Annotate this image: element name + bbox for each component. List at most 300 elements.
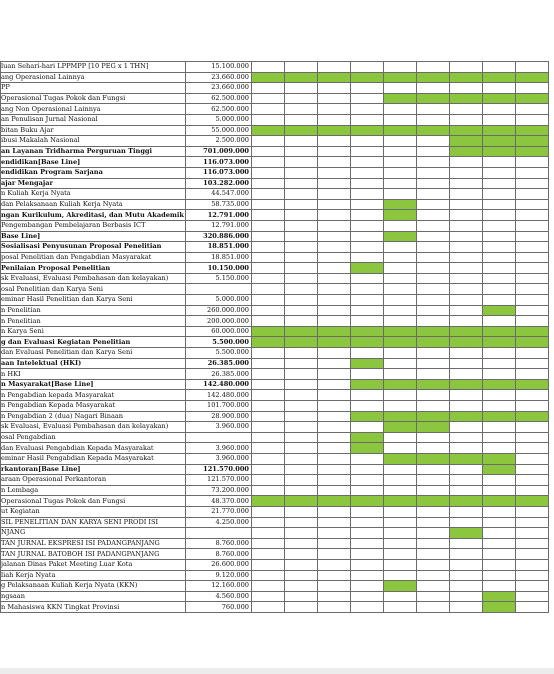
amount-cell: 48.370.000: [186, 496, 252, 507]
schedule-cell-empty: [285, 136, 318, 147]
schedule-cell-empty: [318, 485, 351, 496]
schedule-cell-empty: [450, 316, 483, 327]
activity-label-cell: n Masyarakat[Base Line]: [1, 379, 186, 390]
schedule-cell-empty: [417, 104, 450, 115]
schedule-cell-marked: [450, 72, 483, 83]
schedule-cell-empty: [417, 485, 450, 496]
schedule-cell-marked: [351, 432, 384, 443]
schedule-cell-empty: [285, 411, 318, 422]
schedule-cell-empty: [417, 506, 450, 517]
schedule-cell-empty: [252, 284, 285, 295]
schedule-cell-marked: [483, 411, 516, 422]
schedule-cell-empty: [516, 199, 549, 210]
schedule-cell-empty: [252, 591, 285, 602]
schedule-cell-empty: [483, 295, 516, 306]
schedule-cell-marked: [351, 358, 384, 369]
schedule-cell-empty: [417, 231, 450, 242]
schedule-cell-marked: [483, 326, 516, 337]
schedule-cell-empty: [450, 273, 483, 284]
schedule-cell-empty: [417, 390, 450, 401]
schedule-cell-empty: [384, 464, 417, 475]
schedule-cell-marked: [450, 136, 483, 147]
schedule-cell-empty: [450, 62, 483, 73]
activity-label-cell: Operasional Tugas Pokok dan Fungsi: [1, 496, 186, 507]
schedule-cell-empty: [483, 242, 516, 253]
schedule-cell-empty: [252, 295, 285, 306]
schedule-cell-empty: [483, 210, 516, 221]
schedule-cell-empty: [384, 506, 417, 517]
table-row: [1, 559, 549, 570]
schedule-cell-empty: [285, 210, 318, 221]
schedule-cell-empty: [285, 390, 318, 401]
schedule-cell-marked: [351, 443, 384, 454]
schedule-cell-marked: [417, 125, 450, 136]
schedule-cell-empty: [351, 538, 384, 549]
schedule-cell-empty: [351, 104, 384, 115]
activity-label-cell: ngan Kurikulum, Akreditasi, dan Mutu Akademik: [1, 210, 184, 219]
schedule-cell-empty: [450, 559, 483, 570]
activity-label-cell: Pengembangan Pembelajaran Berbasis ICT: [1, 220, 186, 231]
schedule-cell-marked: [351, 326, 384, 337]
schedule-cell-marked: [450, 326, 483, 337]
amount-cell: 116.073.000: [186, 167, 252, 178]
schedule-cell-empty: [450, 602, 483, 613]
amount-cell: [186, 528, 252, 539]
table-row: [1, 358, 549, 369]
activity-label-cell: n Penelitian: [1, 316, 186, 327]
schedule-cell-empty: [252, 316, 285, 327]
schedule-cell-empty: [450, 295, 483, 306]
schedule-cell-empty: [384, 369, 417, 380]
schedule-cell-empty: [516, 83, 549, 94]
schedule-cell-empty: [483, 167, 516, 178]
schedule-cell-marked: [516, 146, 549, 157]
schedule-cell-empty: [351, 528, 384, 539]
schedule-cell-empty: [483, 401, 516, 412]
table-row: [1, 146, 549, 157]
schedule-cell-empty: [318, 443, 351, 454]
schedule-cell-empty: [318, 559, 351, 570]
schedule-cell-empty: [516, 432, 549, 443]
schedule-cell-marked: [450, 337, 483, 348]
schedule-cell-empty: [516, 517, 549, 528]
schedule-cell-empty: [285, 305, 318, 316]
schedule-cell-empty: [285, 559, 318, 570]
schedule-cell-empty: [351, 295, 384, 306]
schedule-cell-empty: [417, 464, 450, 475]
amount-cell: 60.000.000: [186, 326, 252, 337]
schedule-cell-marked: [516, 93, 549, 104]
activity-label-cell: an Layanan Tridharma Perguruan Tinggi: [1, 146, 186, 157]
activity-label-cell: ut Kegiatan: [1, 506, 186, 517]
table-row: [1, 475, 549, 486]
schedule-cell-empty: [318, 104, 351, 115]
schedule-cell-empty: [285, 538, 318, 549]
schedule-cell-empty: [450, 167, 483, 178]
schedule-cell-marked: [351, 411, 384, 422]
schedule-cell-empty: [252, 178, 285, 189]
schedule-cell-empty: [318, 358, 351, 369]
schedule-cell-empty: [516, 284, 549, 295]
schedule-cell-marked: [483, 146, 516, 157]
table-row: [1, 104, 549, 115]
schedule-cell-empty: [483, 348, 516, 359]
schedule-cell-empty: [417, 273, 450, 284]
schedule-cell-empty: [252, 464, 285, 475]
schedule-cell-marked: [351, 496, 384, 507]
schedule-cell-empty: [351, 157, 384, 168]
schedule-cell-marked: [384, 231, 417, 242]
schedule-cell-empty: [252, 549, 285, 560]
table-row: [1, 581, 549, 592]
activity-label-cell: rkantoran[Base Line]: [1, 464, 186, 475]
schedule-cell-marked: [483, 305, 516, 316]
schedule-cell-empty: [483, 189, 516, 200]
schedule-cell-empty: [351, 401, 384, 412]
schedule-cell-empty: [516, 189, 549, 200]
schedule-cell-marked: [450, 379, 483, 390]
schedule-cell-empty: [384, 284, 417, 295]
amount-cell: 55.000.000: [186, 125, 252, 136]
table-row: [1, 316, 549, 327]
schedule-cell-empty: [351, 464, 384, 475]
schedule-cell-empty: [384, 220, 417, 231]
schedule-cell-empty: [516, 263, 549, 274]
schedule-cell-empty: [483, 83, 516, 94]
amount-cell: 62.500.000: [186, 104, 252, 115]
table-row: [1, 157, 549, 168]
schedule-cell-empty: [483, 570, 516, 581]
schedule-cell-empty: [252, 220, 285, 231]
amount-cell: 760.000: [186, 602, 252, 613]
schedule-cell-empty: [417, 284, 450, 295]
schedule-cell-empty: [285, 453, 318, 464]
amount-cell: 26.385.000: [186, 358, 252, 369]
table-row: [1, 83, 549, 94]
schedule-cell-empty: [384, 602, 417, 613]
schedule-cell-empty: [384, 316, 417, 327]
schedule-cell-empty: [417, 242, 450, 253]
schedule-cell-empty: [384, 104, 417, 115]
schedule-cell-marked: [483, 337, 516, 348]
schedule-cell-marked: [285, 496, 318, 507]
amount-cell: 18.851.000: [186, 252, 252, 263]
schedule-cell-empty: [483, 62, 516, 73]
schedule-cell-empty: [351, 517, 384, 528]
schedule-cell-empty: [516, 422, 549, 433]
schedule-cell-empty: [318, 305, 351, 316]
activity-label-cell: osal Penelitian dan Karya Seni: [1, 284, 186, 295]
schedule-cell-empty: [252, 62, 285, 73]
schedule-cell-empty: [483, 178, 516, 189]
schedule-cell-empty: [351, 114, 384, 125]
amount-cell: 200.000.000: [186, 316, 252, 327]
schedule-cell-empty: [417, 252, 450, 263]
schedule-cell-empty: [483, 252, 516, 263]
schedule-cell-empty: [417, 146, 450, 157]
amount-cell: [186, 432, 252, 443]
schedule-cell-marked: [252, 72, 285, 83]
schedule-cell-marked: [252, 496, 285, 507]
table-row: [1, 72, 549, 83]
table-row: [1, 220, 549, 231]
schedule-cell-marked: [417, 496, 450, 507]
schedule-cell-empty: [450, 475, 483, 486]
schedule-cell-empty: [450, 517, 483, 528]
schedule-cell-empty: [450, 210, 483, 221]
amount-cell: 5.500.000: [186, 337, 252, 348]
schedule-cell-empty: [450, 83, 483, 94]
schedule-cell-empty: [285, 591, 318, 602]
schedule-cell-empty: [318, 295, 351, 306]
schedule-cell-empty: [285, 146, 318, 157]
budget-schedule-body: [1, 62, 549, 613]
schedule-cell-empty: [318, 538, 351, 549]
schedule-cell-empty: [252, 485, 285, 496]
schedule-cell-empty: [285, 506, 318, 517]
schedule-cell-empty: [450, 581, 483, 592]
schedule-cell-empty: [483, 517, 516, 528]
schedule-cell-marked: [384, 210, 417, 221]
schedule-cell-empty: [417, 114, 450, 125]
schedule-cell-empty: [318, 157, 351, 168]
schedule-cell-empty: [351, 316, 384, 327]
schedule-cell-empty: [417, 581, 450, 592]
schedule-cell-empty: [516, 231, 549, 242]
amount-cell: 101.700.000: [186, 401, 252, 412]
activity-label-cell: araan Operasional Perkantoran: [1, 475, 186, 486]
table-row: [1, 273, 549, 284]
activity-label-cell: liah Kerja Nyata: [1, 570, 186, 581]
schedule-cell-empty: [384, 348, 417, 359]
activity-label-cell: n Mahasiswa KKN Tingkat Provinsi: [1, 602, 186, 613]
schedule-cell-empty: [384, 401, 417, 412]
schedule-cell-empty: [516, 538, 549, 549]
activity-label-cell: n Pengabdian Kepada Masyarakat: [1, 401, 186, 412]
schedule-cell-empty: [516, 305, 549, 316]
schedule-cell-empty: [483, 485, 516, 496]
table-row: [1, 422, 549, 433]
schedule-cell-empty: [285, 220, 318, 231]
schedule-cell-marked: [252, 125, 285, 136]
schedule-cell-empty: [252, 210, 285, 221]
amount-cell: 142.480.000: [186, 379, 252, 390]
schedule-cell-empty: [483, 284, 516, 295]
schedule-cell-empty: [450, 506, 483, 517]
schedule-cell-empty: [285, 379, 318, 390]
activity-label-cell: n Karya Seni: [1, 326, 186, 337]
schedule-cell-empty: [252, 273, 285, 284]
schedule-cell-empty: [351, 390, 384, 401]
schedule-cell-empty: [417, 559, 450, 570]
schedule-cell-marked: [384, 199, 417, 210]
schedule-cell-empty: [483, 369, 516, 380]
schedule-cell-empty: [318, 506, 351, 517]
activity-label-cell: ajar Mengajar: [1, 178, 186, 189]
schedule-cell-empty: [384, 136, 417, 147]
activity-label-cell: n Lembaga: [1, 485, 186, 496]
schedule-cell-empty: [417, 475, 450, 486]
schedule-cell-empty: [318, 369, 351, 380]
schedule-cell-marked: [417, 72, 450, 83]
schedule-cell-empty: [450, 199, 483, 210]
schedule-cell-empty: [318, 453, 351, 464]
schedule-cell-marked: [450, 411, 483, 422]
schedule-cell-empty: [318, 83, 351, 94]
amount-cell: 10.150.000: [186, 263, 252, 274]
schedule-cell-empty: [351, 220, 384, 231]
schedule-cell-empty: [450, 390, 483, 401]
schedule-cell-empty: [285, 517, 318, 528]
schedule-cell-empty: [516, 464, 549, 475]
schedule-cell-empty: [417, 167, 450, 178]
table-row: [1, 379, 549, 390]
schedule-cell-marked: [351, 379, 384, 390]
amount-cell: 58.735.000: [186, 199, 252, 210]
schedule-cell-empty: [450, 591, 483, 602]
schedule-cell-empty: [285, 401, 318, 412]
table-row: [1, 453, 549, 464]
amount-cell: 121.570.000: [186, 464, 252, 475]
schedule-cell-empty: [351, 252, 384, 263]
footer-strip: [0, 668, 554, 674]
schedule-cell-marked: [384, 72, 417, 83]
schedule-cell-empty: [483, 199, 516, 210]
schedule-cell-empty: [384, 517, 417, 528]
amount-cell: 5.500.000: [186, 348, 252, 359]
schedule-cell-empty: [252, 475, 285, 486]
schedule-cell-empty: [351, 146, 384, 157]
amount-cell: 28.900.000: [186, 411, 252, 422]
table-row: [1, 496, 549, 507]
schedule-cell-marked: [351, 337, 384, 348]
schedule-cell-empty: [417, 220, 450, 231]
schedule-cell-empty: [351, 189, 384, 200]
activity-label-cell: jalanan Dinas Paket Meeting Luar Kota: [1, 559, 186, 570]
schedule-cell-empty: [318, 220, 351, 231]
schedule-cell-empty: [516, 348, 549, 359]
schedule-cell-empty: [285, 602, 318, 613]
activity-label-cell: posal Penelitian dan Pengabdian Masyarakat: [1, 252, 186, 263]
table-row: [1, 517, 549, 528]
activity-label-cell: dan Evaluasi Penelitian dan Karya Seni: [1, 348, 186, 359]
activity-label-cell: eminar Hasil Penelitian dan Karya Seni: [1, 295, 186, 306]
activity-label-cell: n Pengabdian kepada Masyarakat: [1, 390, 186, 401]
schedule-cell-empty: [252, 358, 285, 369]
schedule-cell-empty: [516, 591, 549, 602]
schedule-cell-empty: [483, 549, 516, 560]
schedule-cell-empty: [318, 348, 351, 359]
activity-label-cell: dan Pelaksanaan Kuliah Kerja Nyata: [1, 199, 186, 210]
schedule-cell-empty: [450, 157, 483, 168]
schedule-cell-empty: [384, 390, 417, 401]
schedule-cell-marked: [483, 591, 516, 602]
schedule-cell-marked: [516, 125, 549, 136]
amount-cell: 26.600.000: [186, 559, 252, 570]
schedule-cell-marked: [318, 72, 351, 83]
schedule-cell-empty: [252, 559, 285, 570]
schedule-cell-empty: [483, 157, 516, 168]
table-row: [1, 432, 549, 443]
schedule-cell-empty: [351, 199, 384, 210]
schedule-cell-marked: [384, 326, 417, 337]
table-row: [1, 369, 549, 380]
schedule-cell-empty: [417, 443, 450, 454]
schedule-cell-empty: [450, 549, 483, 560]
schedule-cell-empty: [252, 581, 285, 592]
schedule-cell-empty: [417, 189, 450, 200]
schedule-cell-empty: [516, 252, 549, 263]
activity-label-cell: luan Sehari-hari LPPMPP [10 PEG x 1 THN]: [1, 62, 186, 73]
schedule-cell-empty: [516, 401, 549, 412]
schedule-cell-empty: [318, 263, 351, 274]
schedule-cell-empty: [483, 528, 516, 539]
schedule-cell-empty: [252, 443, 285, 454]
schedule-cell-empty: [516, 528, 549, 539]
schedule-cell-empty: [516, 453, 549, 464]
schedule-cell-marked: [318, 125, 351, 136]
schedule-cell-empty: [483, 220, 516, 231]
amount-cell: 12.791.000: [186, 220, 252, 231]
schedule-cell-empty: [351, 581, 384, 592]
activity-label-cell: sk Evaluasi, Evaluasi Pembahasan dan kelayakan): [1, 273, 186, 284]
schedule-cell-empty: [516, 157, 549, 168]
schedule-cell-empty: [417, 199, 450, 210]
schedule-cell-empty: [417, 295, 450, 306]
schedule-cell-marked: [417, 337, 450, 348]
schedule-cell-empty: [318, 570, 351, 581]
schedule-cell-empty: [384, 146, 417, 157]
table-row: [1, 114, 549, 125]
amount-cell: 2.500.000: [186, 136, 252, 147]
schedule-cell-empty: [285, 528, 318, 539]
schedule-cell-empty: [318, 422, 351, 433]
activity-label-cell: NJANG: [1, 528, 186, 539]
activity-label-cell: n Penelitian: [1, 305, 186, 316]
schedule-cell-empty: [285, 358, 318, 369]
activity-label-cell: n Pengabdian 2 (dua) Nagari Binaan: [1, 411, 186, 422]
schedule-cell-empty: [417, 348, 450, 359]
schedule-cell-empty: [351, 136, 384, 147]
schedule-cell-empty: [384, 538, 417, 549]
schedule-cell-empty: [351, 284, 384, 295]
schedule-cell-empty: [450, 189, 483, 200]
schedule-cell-empty: [351, 167, 384, 178]
schedule-cell-empty: [516, 220, 549, 231]
schedule-cell-empty: [450, 220, 483, 231]
schedule-cell-marked: [516, 411, 549, 422]
schedule-cell-empty: [285, 231, 318, 242]
table-row: [1, 178, 549, 189]
schedule-cell-empty: [318, 189, 351, 200]
activity-label-cell: eminar Hasil Pengabdian Kepada Masyarakat: [1, 453, 186, 464]
schedule-cell-empty: [285, 93, 318, 104]
schedule-cell-empty: [285, 263, 318, 274]
schedule-cell-empty: [285, 178, 318, 189]
schedule-cell-empty: [516, 570, 549, 581]
schedule-cell-marked: [516, 326, 549, 337]
schedule-cell-empty: [516, 443, 549, 454]
schedule-cell-marked: [450, 496, 483, 507]
schedule-cell-empty: [252, 570, 285, 581]
schedule-cell-empty: [318, 475, 351, 486]
schedule-cell-empty: [252, 167, 285, 178]
schedule-cell-empty: [417, 157, 450, 168]
schedule-cell-marked: [384, 411, 417, 422]
schedule-cell-empty: [384, 242, 417, 253]
schedule-cell-empty: [417, 62, 450, 73]
schedule-cell-empty: [252, 305, 285, 316]
